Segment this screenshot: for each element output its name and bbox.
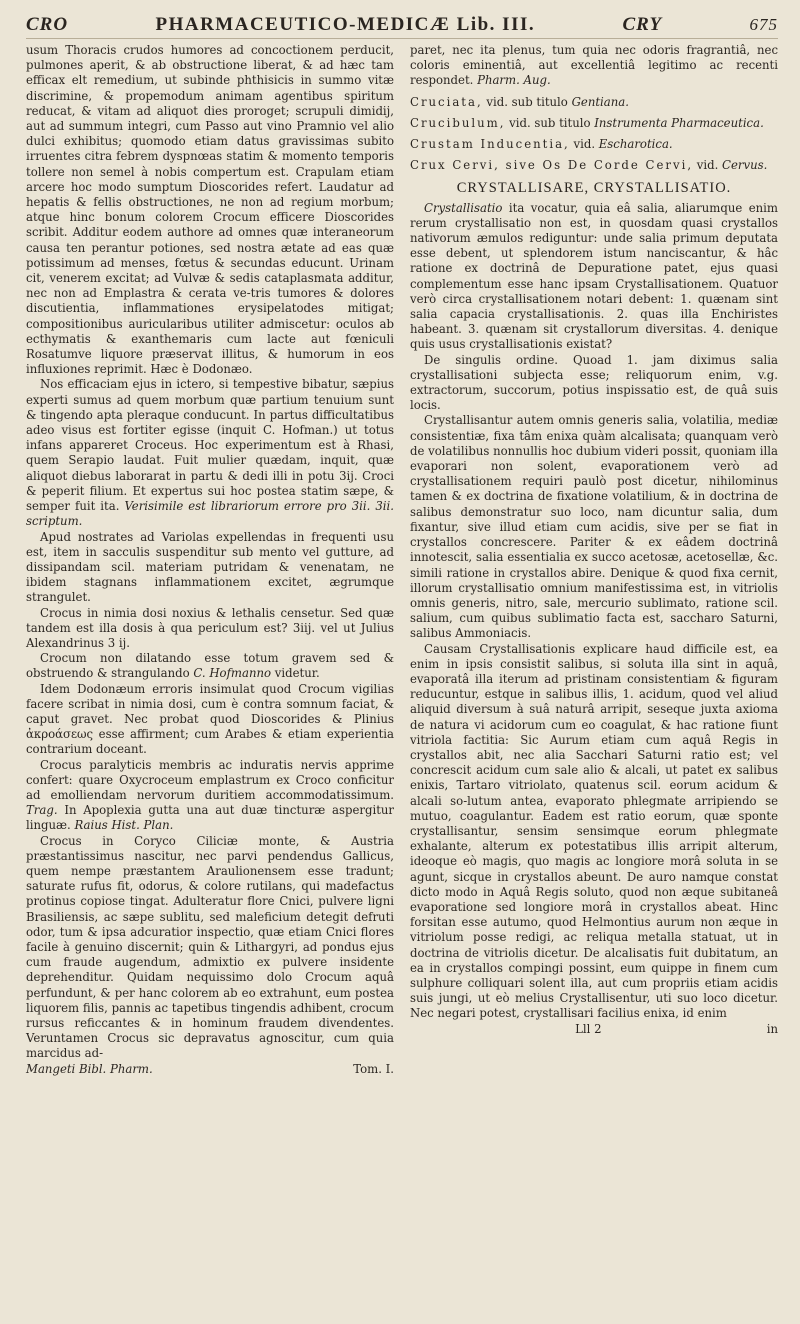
paragraph-text: Crocum non dilatando esse totum gravem sed & obstruendo & strangulando [26, 651, 394, 681]
xref-text: vid. [573, 137, 596, 152]
xref-text: vid. sub titulo [486, 94, 568, 109]
running-head-title: PHARMACEUTICO-MEDICÆ Lib. III. [155, 14, 536, 35]
paragraph: Idem Dodonæum erroris insimulat quod Crocum vigilias facere scribat in nimia dosi, cum è contra somnum faciat, & caput gravet. Nec probat quod Dioscorides & Plinius ἀκροάσεως esse affirment; cum Arabes & etiam experientia contrarium doceant. [26, 681, 394, 757]
paragraph [410, 43, 778, 89]
paragraph: Crocus in Coryco Ciliciæ monte, & Austria præstantissimus nascitur, nec parvi pendendus Gallicus, quem nempe præstantem Araulionensem esse tradunt; saturate rufus fit, odorus, & colore rutilans, qui madefactus protinus copiose tingat. Adulteratur flore Cnici, pulvere ligni Brasiliensis, ac sæpe sublitu, sed maleficium detegit defruti odor, tum & ipsa adcuratior inspectio, quæ etiam Cnici flores facile à genuino discernit; quin & Lithargyri, ad pondus ejus cum fraude augendum, admixtio ex pulvere insidente deprehenditur. Quidam nequissimo dolo Crocum aquâ perfundunt, & per hanc colorem ab eo extrahunt, eum postea liquorem filis, pannis ac tapetibus tingendis adhibent, crocum rursus reficcantes & in hominum fraudem divendentes. Veruntamen Crocus sic depravatus agnoscitur, cum quia marcidus ad- [26, 833, 394, 1061]
page-number: 675 [749, 15, 778, 34]
catchword: in [766, 1021, 778, 1036]
xref-head: Cruciata, [410, 94, 483, 109]
paragraph: Crystallisantur autem omnis generis salia, volatilia, mediæ consistentiæ, fixa tâm enixa quàm alcalisata; quanquam verò de volatilibus nonnullis hoc dubium videri possit, quoniam illa evaporari non solent, evaporationem verò ad crystallisationem requiri paulò post dicetur, nihilominus tamen & ex doctrina de fixatione volatilium, & in doctrina de salibus demonstratur suo loco, nam dicuntur salia, dum fixantur, sive illud etiam cum acidis, sive per se fiat in crystallos concrescere. Pariter & ex eâdem doctrinâ innotescit, salia essentialia ex succo acetosæ, acetosellæ, &c. simili ratione in crystallos abire. Denique & quod fixa cernit, illorum crystallisatio omnium manifestissima est, in vitriolis omnis generis, nitro, sale, mercurio sublimato, ratione scil. salium, cum quibus sublimatio facta est, saccharo Saturni, salibus Ammoniacis. [410, 413, 778, 641]
signature-line [410, 1022, 778, 1037]
paragraph-text: Crocus paralyticis membris ac induratis nervis apprime confert: quare Oxycroceum emplastrum ex Croco conficitur ad emolliendam nervorum duritiem accommodatissimum. [26, 757, 394, 802]
xref-target: Gentiana. [571, 94, 629, 109]
running-head-right: CRY [622, 14, 663, 35]
paragraph [26, 758, 394, 834]
running-head [26, 14, 778, 39]
section-title: CRYSTALLISARE, CRYSTALLISATIO. [456, 180, 732, 197]
running-head-left: CRO [26, 14, 69, 35]
xref-head: Crux Cervi, sive Os De Corde Cervi, [410, 158, 694, 173]
xref-target: Escharotica. [598, 137, 673, 152]
footer-line [26, 1062, 394, 1077]
text-columns [26, 43, 778, 1077]
paragraph: De singulis ordine. Quoad 1. jam diximus salia crystallisationi subjecta esse; reliquorum enim, v.g. extractorum, succorum, potius inspissatio est, de quâ suis locis. [410, 352, 778, 413]
cross-reference [410, 95, 778, 110]
cross-reference [410, 116, 778, 131]
paragraph-text: In Apoplexia gutta una aut duæ tincturæ aspergitur linguæ. [26, 803, 395, 833]
signature-mark: Lll 2 [575, 1021, 602, 1036]
author-ref: Raius Hist. Plan. [74, 818, 174, 833]
lead-term: Crystallisatio [424, 200, 503, 215]
xref-head: Crucibulum, [410, 115, 506, 130]
paragraph-text: Nos efficaciam ejus in ictero, si tempestive bibatur, sæpius experti sumus ad quem morbum quæ partium tenuium sunt & tingendo apta pleraque conducunt. In partus difficultatibus adeo visus est fortiter egisse (inquit C. Hofman.) ut totus infans appareret Croceus. Hoc experimentum est à Rhasi, quem Serapio laudat. Fuit mulier quædam, inquit, quæ aliquot diebus laborarat in partu & dedi illi in potu 3ij. Croci & peperit filium. Et expertus sui hoc postea statim sæpe, & semper fuit ita. [26, 377, 394, 514]
italic-note: Verisimile est librariorum errore pro 3ii. 3ii. scriptum. [26, 499, 394, 529]
xref-target: Cervus. [722, 158, 768, 173]
paragraph [26, 377, 394, 529]
footer-volume: Tom. I. [353, 1061, 394, 1076]
cross-reference [410, 158, 778, 173]
paragraph [410, 201, 778, 353]
left-column [26, 43, 394, 1077]
xref-target: Instrumenta Pharmaceutica. [594, 115, 764, 130]
right-column [410, 43, 778, 1077]
author-ref: C. Hofmanno [193, 666, 272, 681]
paragraph: Causam Crystallisationis explicare haud difficile est, ea enim in ipsis consistit salibus, si soluta illa sint in aquâ, evaporatâ illa iterum ad pristinam consistentiam & figuram reducuntur, estque in salibus illis, 1. acidum, quod vel aliud aliquid diversum à suâ naturâ arripit, seseque juxta axioma de natura vi acidorum cum eo coagulat, & hac ratione fiunt vitriola factitia: Sic Aurum etiam cum aquâ Regis in crystallos abit, nec alia Sacchari Saturni ratio est; vel concrescit acidum cum sale alio & alcali, ut patet ex salibus enixis, Tartaro vitriolato, quatenus scil. eorum acidum & alcali so-lutum antea, evaporato phlegmate arripiendo se mutuo, coagulantur. Eadem est ratio eorum, quæ sponte crystallisantur, sensim sensimque eorum phlegmate exhalante, alterum ex potestatibus illis arripit alterum, ideoque eò magis, quo magis ac longiore morâ soluta in se agunt, sicque in crystallos abeunt. De auro namque constat dicto modo in Aquâ Regis soluto, quod non æque subitaneâ evaporatione sed longiore morâ in crystallos abeat. Hinc forsitan esse autumo, quod Helmontius aurum non æque in vitriolum posse redigi, ac reliqua metalla statuat, ut in doctrina de vitriolis dicetur. De alcalisatis fuit dubitatum, an ea in crystallos compingi possint, eum quippe in finem cum sulphure colliquari solent illa, aut cum propriis etiam acidis suis jungi, ut eò melius Crystallisentur, uti suo loco dicetur. Nec negari potest, crystallisari facilius enixa, id enim [410, 641, 778, 1021]
paragraph: usum Thoracis crudos humores ad concoctionem perducit, pulmones aperit, & ab obstructione liberat, & ad hæc tam efficax elt remedium, ut subinde phthisicis in summo vitæ discrimine, & propemodum animam agentibus spiritum reducat, & vitam ad aliquot dies proroget; scrupuli dimidij, aut ad summum integri, cum Passo aut vino Pramnio vel alio dulci exhibitus; quomodo etiam datus gravissimas subito irruentes citra febrem dyspnœas statim & momento temporis tollere non semel à nobis compertum est. Crapulam etiam arcere hoc modo sumptum Dioscorides refert. Laudatur ad hepatis & fellis obstructiones, ne non ad regium morbum; atque hinc bonum colorem Crocum efficere Dioscorides scribit. Additur eodem authore ad omnes quæ interaneorum causa ten perantur potiones, sed nostra ætate ad eas quæ potissimum ad menses, fœtus & secundas educunt. Urinam cit, venerem excitat; ad Vulvæ & sedis cataplasmata additur, nec non ad Emplastra & cerata ve-tris tumores & dolores discutientia, inflammationes erysipelatodes mitigat; compositionibus auricularibus utiliter admiscetur: oculos ab ecthymatis & exanthemaris cum lacte aut fœniculi Rosatumve liquore præservat illitus, & humorum in eos influxiones reprimit. Hæc è Dodonæo. [26, 43, 394, 377]
paragraph [26, 651, 394, 681]
xref-text: vid. sub titulo [509, 115, 591, 130]
xref-head: Crustam Inducentia, [410, 137, 570, 152]
paragraph-text: paret, nec ita plenus, tum quia nec odoris fragrantiâ, nec coloris eminentiâ, aut excellentiâ legitimo ac recenti respondet. [410, 43, 778, 88]
author-ref: Trag. [26, 803, 58, 818]
paragraph: Apud nostrates ad Variolas expellendas in frequenti usu est, item in sacculis suspenditur sub mento vel gutture, ad dissipandam scil. materiam putridam & venenatam, ne ibidem stagnans inflammationem excitet, ægrumque strangulet. [26, 529, 394, 605]
cross-reference [410, 137, 778, 152]
paragraph-text: videtur. [274, 666, 320, 681]
author-ref: Pharm. Aug. [477, 73, 551, 88]
footer-reference: Mangeti Bibl. Pharm. [26, 1061, 153, 1076]
paragraph-text: ita vocatur, quia eâ salia, aliarumque enim rerum crystallisatio non est, in quosdam quasi crystallos nativorum æmulos rediguntur: unde salia primum deputata esse debent, ut splendorem istum nanciscantur, & hâc ratione ex doctrinâ de Depuratione patet, ejus quasi complementum esse hanc ipsam Crystallisationem. Quatuor verò circa crystallisationem notari debent: 1. quænam sint salia capacia crystallisationis. 2. quas illa Enchiristes habeant. 3. quænam sit crystallorum diversitas. 4. denique quis usus crystallisationis existat? [410, 200, 778, 352]
xref-text: vid. [696, 158, 719, 173]
paragraph: Crocus in nimia dosi noxius & lethalis censetur. Sed quæ tandem est illa dosis à qua periculum est? 3iij. vel ut Julius Alexandrinus 3 ij. [26, 605, 394, 650]
